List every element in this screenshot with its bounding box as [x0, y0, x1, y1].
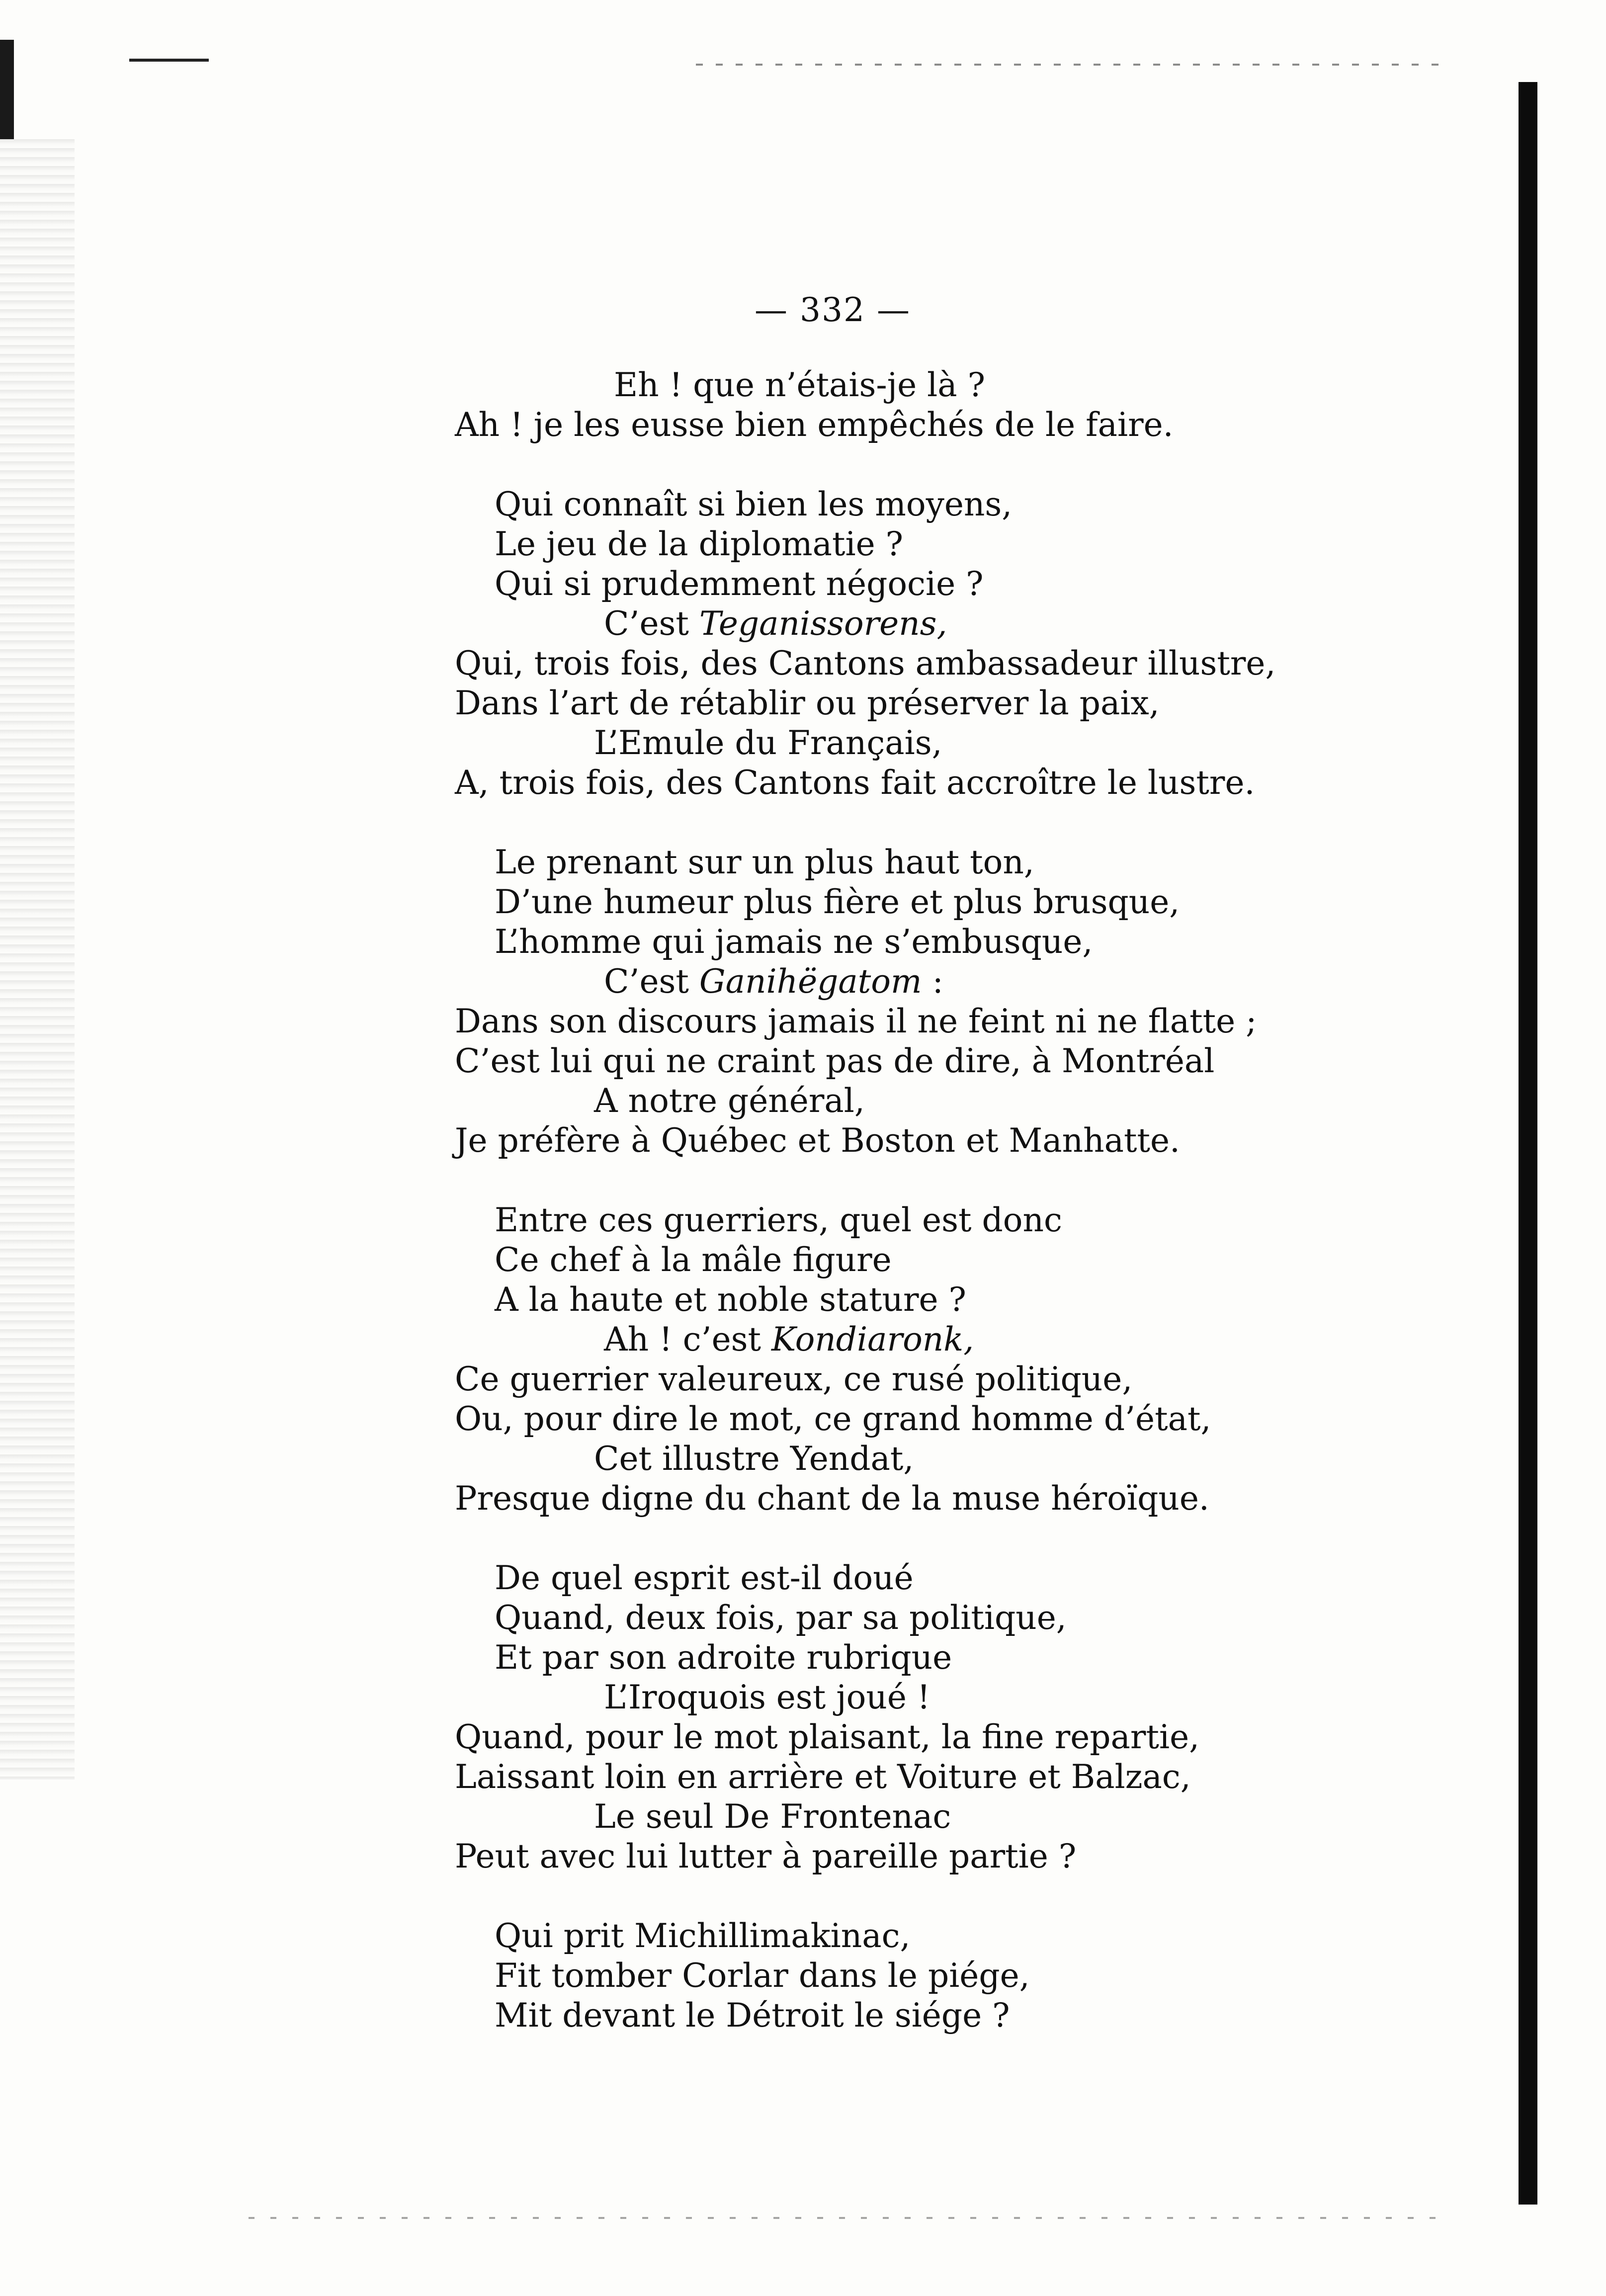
poem-line: Qui prit Michillimakinac, — [495, 1917, 911, 1955]
poem-line: Quand, pour le mot plaisant, la fine repartie, — [455, 1718, 1200, 1756]
poem-line: Cet illustre Yendat, — [594, 1440, 914, 1478]
poem-line: Eh ! que n’étais-je là ? — [614, 366, 985, 404]
scan-top-noise — [696, 64, 1441, 66]
poem-line: Le seul De Frontenac — [594, 1797, 951, 1836]
scan-bottom-noise — [249, 2217, 1441, 2219]
poem-line: Le jeu de la diplomatie ? — [495, 525, 904, 563]
scan-edge-noise — [0, 139, 75, 1780]
poem-line: Peut avec lui lutter à pareille partie ? — [455, 1837, 1077, 1875]
name-emphasis: Teganissorens, — [699, 604, 947, 643]
poem-line: Ce chef à la mâle figure — [495, 1241, 892, 1279]
poem-line: Ah ! je les eusse bien empêchés de le faire. — [455, 406, 1174, 444]
poem-line: A, trois fois, des Cantons fait accroître le lustre. — [455, 764, 1255, 802]
binding-shadow-bar — [1519, 82, 1537, 2205]
poem-line: L’Iroquois est joué ! — [604, 1678, 930, 1716]
poem-line: Ce guerrier valeureux, ce rusé politique, — [455, 1360, 1133, 1398]
poem-line: De quel esprit est-il doué — [495, 1559, 914, 1597]
page-number: — 332 — — [755, 291, 911, 329]
poem-line: A la haute et noble stature ? — [495, 1280, 966, 1319]
poem-line: Laissant loin en arrière et Voiture et Balzac, — [455, 1758, 1191, 1796]
poem-line: Qui connaît si bien les moyens, — [495, 485, 1013, 523]
poem-line: Ah ! c’est Kondiaronk, — [604, 1320, 974, 1359]
poem-line: Qui, trois fois, des Cantons ambassadeur illustre, — [455, 644, 1276, 682]
poem-line: Ou, pour dire le mot, ce grand homme d’état, — [455, 1400, 1211, 1438]
poem-line: C’est Teganissorens, — [604, 604, 947, 643]
poem-line: D’une humeur plus fière et plus brusque, — [495, 883, 1180, 921]
poem-line: Quand, deux fois, par sa politique, — [495, 1599, 1067, 1637]
poem-line: Entre ces guerriers, quel est donc — [495, 1201, 1062, 1239]
poem-line: Dans l’art de rétablir ou préserver la paix, — [455, 684, 1160, 722]
poem-line: Le prenant sur un plus haut ton, — [495, 843, 1034, 881]
poem-line: L’Emule du Français, — [594, 724, 942, 762]
name-emphasis: Kondiaronk, — [771, 1320, 974, 1359]
scan-top-mark — [129, 59, 209, 62]
poem-line: C’est lui qui ne craint pas de dire, à Montréal — [455, 1042, 1215, 1080]
scan-edge-shadow — [0, 40, 14, 139]
name-emphasis: Ganihëgatom — [699, 962, 922, 1001]
poem-line: Mit devant le Détroit le siége ? — [495, 1996, 1010, 2035]
poem-line: Dans son discours jamais il ne feint ni ne flatte ; — [455, 1002, 1257, 1040]
poem-line: Je préfère à Québec et Boston et Manhatte. — [455, 1121, 1181, 1160]
poem-line: Qui si prudemment négocie ? — [495, 565, 984, 603]
poem-line: Presque digne du chant de la muse héroïque. — [455, 1479, 1209, 1518]
poem-line: A notre général, — [594, 1082, 865, 1120]
poem-line: C’est Ganihëgatom : — [604, 962, 943, 1001]
poem-line: Et par son adroite rubrique — [495, 1638, 952, 1677]
poem-line: L’homme qui jamais ne s’embusque, — [495, 923, 1093, 961]
poem-line: Fit tomber Corlar dans le piége, — [495, 1956, 1030, 1995]
